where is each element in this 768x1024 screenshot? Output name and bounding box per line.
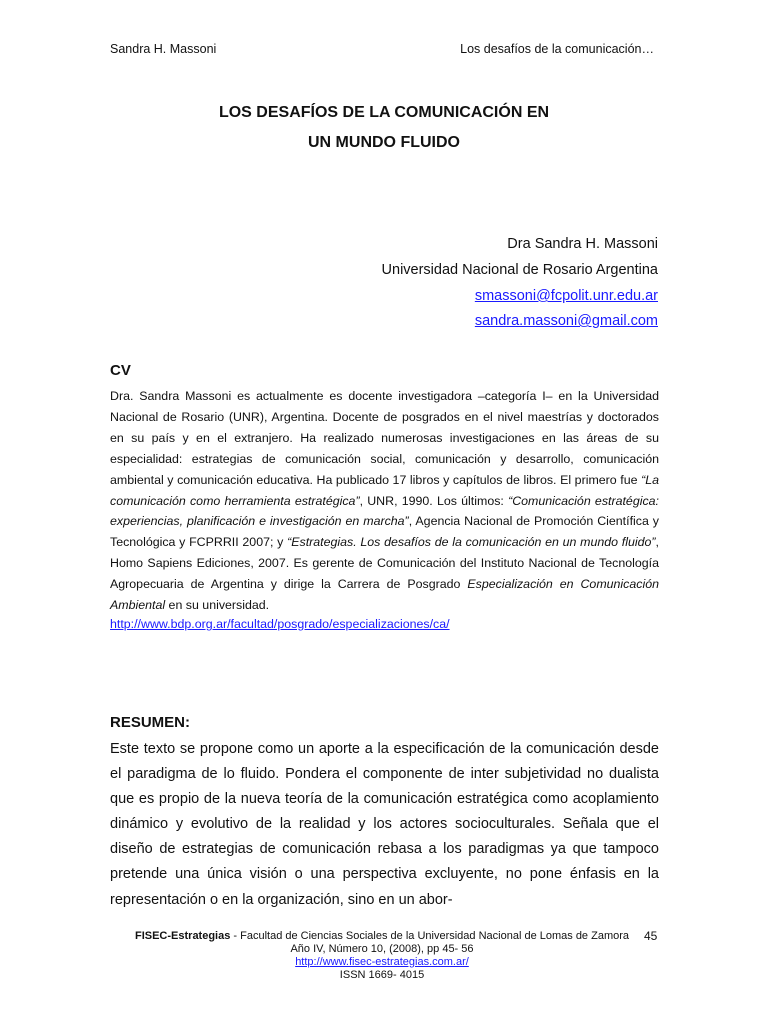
resumen-paragraph: Este texto se propone como un aporte a la especificación de la comunicación desde el paradigma de lo fluido. Pondera el componente de inter subjetividad no dualista que es propio de la nueva teoría de la comunicación estratégica como acoplamiento dinámico y evolutivo de la realidad y los actores socioculturales. Señala que el diseño de estrategias de comunicación rebasa a los paradigmas ya que tampoco pretende una única visión o una perspectiva excluyente, no pone énfasis en la representación o en la organización, sino en un abor- — [110, 741, 659, 908]
author-email-2 — [475, 313, 658, 329]
cv-text-3: , Agencia Nacional de Promoción Científica y Tecnológica y FCPRRII 2007; y — [110, 514, 659, 550]
cv-text-1: Dra. Sandra Massoni es actualmente es docente investigadora –categoría I– en la Universidad Nacional de Rosario (UNR), Argentina. Docente de posgrados en el nivel maestrías y doctorados en su país y en el extranjero. Ha realizado numerosas investigaciones en las áreas de su especialidad: estrategias de comunicación social, comunicación y desarrollo, comunicación ambiental y comunicación educativa. Ha publicado 17 libros y capítulos de libros. El primero fue — [110, 389, 659, 487]
page-title-line-1: LOS DESAFÍOS DE LA COMUNICACIÓN EN — [218, 104, 550, 121]
author-email-1 — [475, 288, 658, 304]
footer-issn: ISSN 1669- 4015 — [339, 969, 425, 981]
cv-text-2: , UNR, 1990. Los últimos: — [359, 493, 509, 508]
cv-text-5: en su universidad. — [165, 598, 270, 613]
page-number: 45 — [644, 929, 658, 943]
page-footer — [90, 930, 674, 982]
footer-journal: FISEC-Estrategias — [134, 930, 231, 942]
cv-url-link[interactable]: http://www.bdp.org.ar/facultad/posgrado/especializaciones/ca/ — [110, 617, 450, 631]
running-header-author: Sandra H. Massoni — [110, 42, 217, 56]
footer-url-link[interactable]: http://www.fisec-estrategias.com.ar/ — [295, 956, 469, 968]
email-link-2[interactable]: sandra.massoni@gmail.com — [474, 313, 658, 329]
footer-url-line — [90, 956, 674, 969]
footer-issue: Año IV, Número 10, (2008), pp 45- 56 — [290, 943, 474, 955]
cv-paragraph — [110, 386, 659, 616]
cv-heading: CV — [110, 362, 131, 379]
footer-institution: - Facultad de Ciencias Sociales de la Universidad Nacional de Lomas de Zamora — [230, 930, 630, 942]
page-title-line-2: UN MUNDO FLUIDO — [308, 134, 460, 151]
author-affiliation: Universidad Nacional de Rosario Argentina — [381, 262, 658, 278]
cv-italic-2: “Comunicación estratégica: experiencias, planificación e investigación en marcha” — [110, 493, 659, 529]
footer-line-1 — [90, 930, 674, 943]
email-link-1[interactable]: smassoni@fcpolit.unr.edu.ar — [474, 288, 658, 304]
author-name: Dra Sandra H. Massoni — [507, 236, 658, 252]
cv-text-4: , Homo Sapiens Ediciones, 2007. Es gerente de Comunicación del Instituto Nacional de Tecnología Agropecuaria de Argentina y dirige la Carrera de Posgrado — [110, 535, 659, 592]
cv-italic-1: “La comunicación como herramienta estratégica” — [110, 472, 659, 508]
cv-url-line — [110, 617, 450, 631]
running-header-title: Los desafíos de la comunicación… — [460, 42, 654, 56]
cv-italic-3: “Estrategias. Los desafíos de la comunicación en un mundo fluido” — [287, 535, 656, 550]
resumen-heading: RESUMEN: — [110, 714, 191, 731]
cv-italic-4: Especialización en Comunicación Ambiental — [110, 577, 659, 613]
